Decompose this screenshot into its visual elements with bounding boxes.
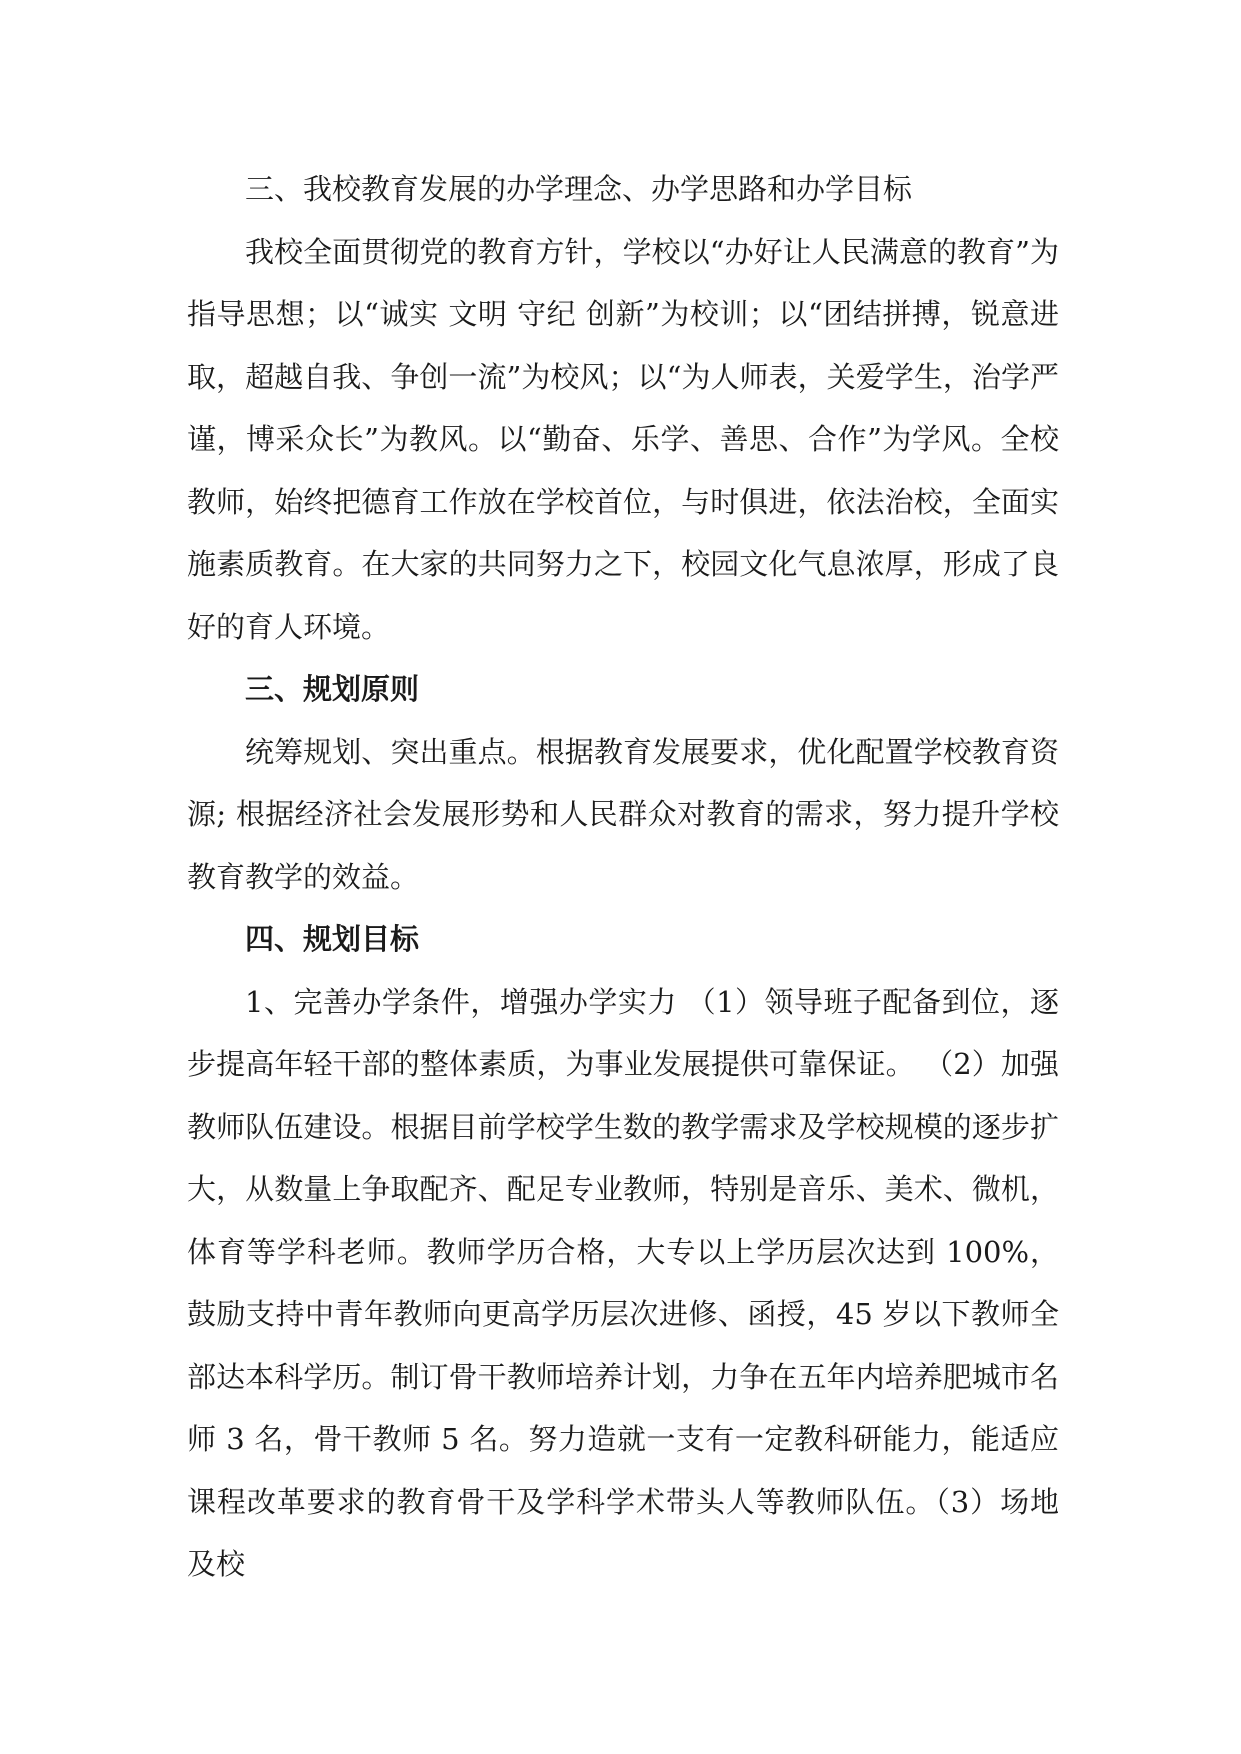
section-heading-planning-principles: 三、规划原则 xyxy=(245,672,420,706)
section-heading-planning-goals: 四、规划目标 xyxy=(245,922,420,956)
paragraph-planning-principles: 统筹规划、突出重点。根据教育发展要求，优化配置学校教育资源; 根据经济社会发展形势和人民群众对教育的需求，努力提升学校教育教学的效益。 xyxy=(187,734,1059,894)
document-body xyxy=(187,158,1059,1596)
section-heading-philosophy: 三、我校教育发展的办学理念、办学思路和办学目标 xyxy=(245,172,913,206)
paragraph-planning-goals: 1、完善办学条件，增强办学实力 （1）领导班子配备到位，逐步提高年轻干部的整体素质，为事业发展提供可靠保证。 （2）加强教师队伍建设。根据目前学校学生数的教学需求及学校规模的逐步扩大，从数量上争取配齐、配足专业教师，特别是音乐、美术、微机，体育等学科老师。教师学历合格，大专以上学历层次达到 100%，鼓励支持中青年教师向更高学历层次进修、函授，45 岁以下教师全部达本科学历。制订骨干教师培养计划，力争在五年内培养肥城市名师 3 名，骨干教师 5 名。努力造就一支有一定教科研能力，能适应课程改革要求的教育骨干及学科学术带头人等教师队伍。（3）场地及校 xyxy=(187,984,1059,1581)
paragraph-school-philosophy: 我校全面贯彻党的教育方针，学校以“办好让人民满意的教育”为指导思想；以“诚实 文明 守纪 创新”为校训；以“团结拼搏，锐意进取，超越自我、争创一流”为校风；以“为人师表，关爱学生，治学严谨，博采众长”为教风。以“勤奋、乐学、善思、合作”为学风。全校教师，始终把德育工作放在学校首位，与时俱进，依法治校，全面实施素质教育。在大家的共同努力之下，校园文化气息浓厚，形成了良好的育人环境。 xyxy=(187,234,1059,644)
